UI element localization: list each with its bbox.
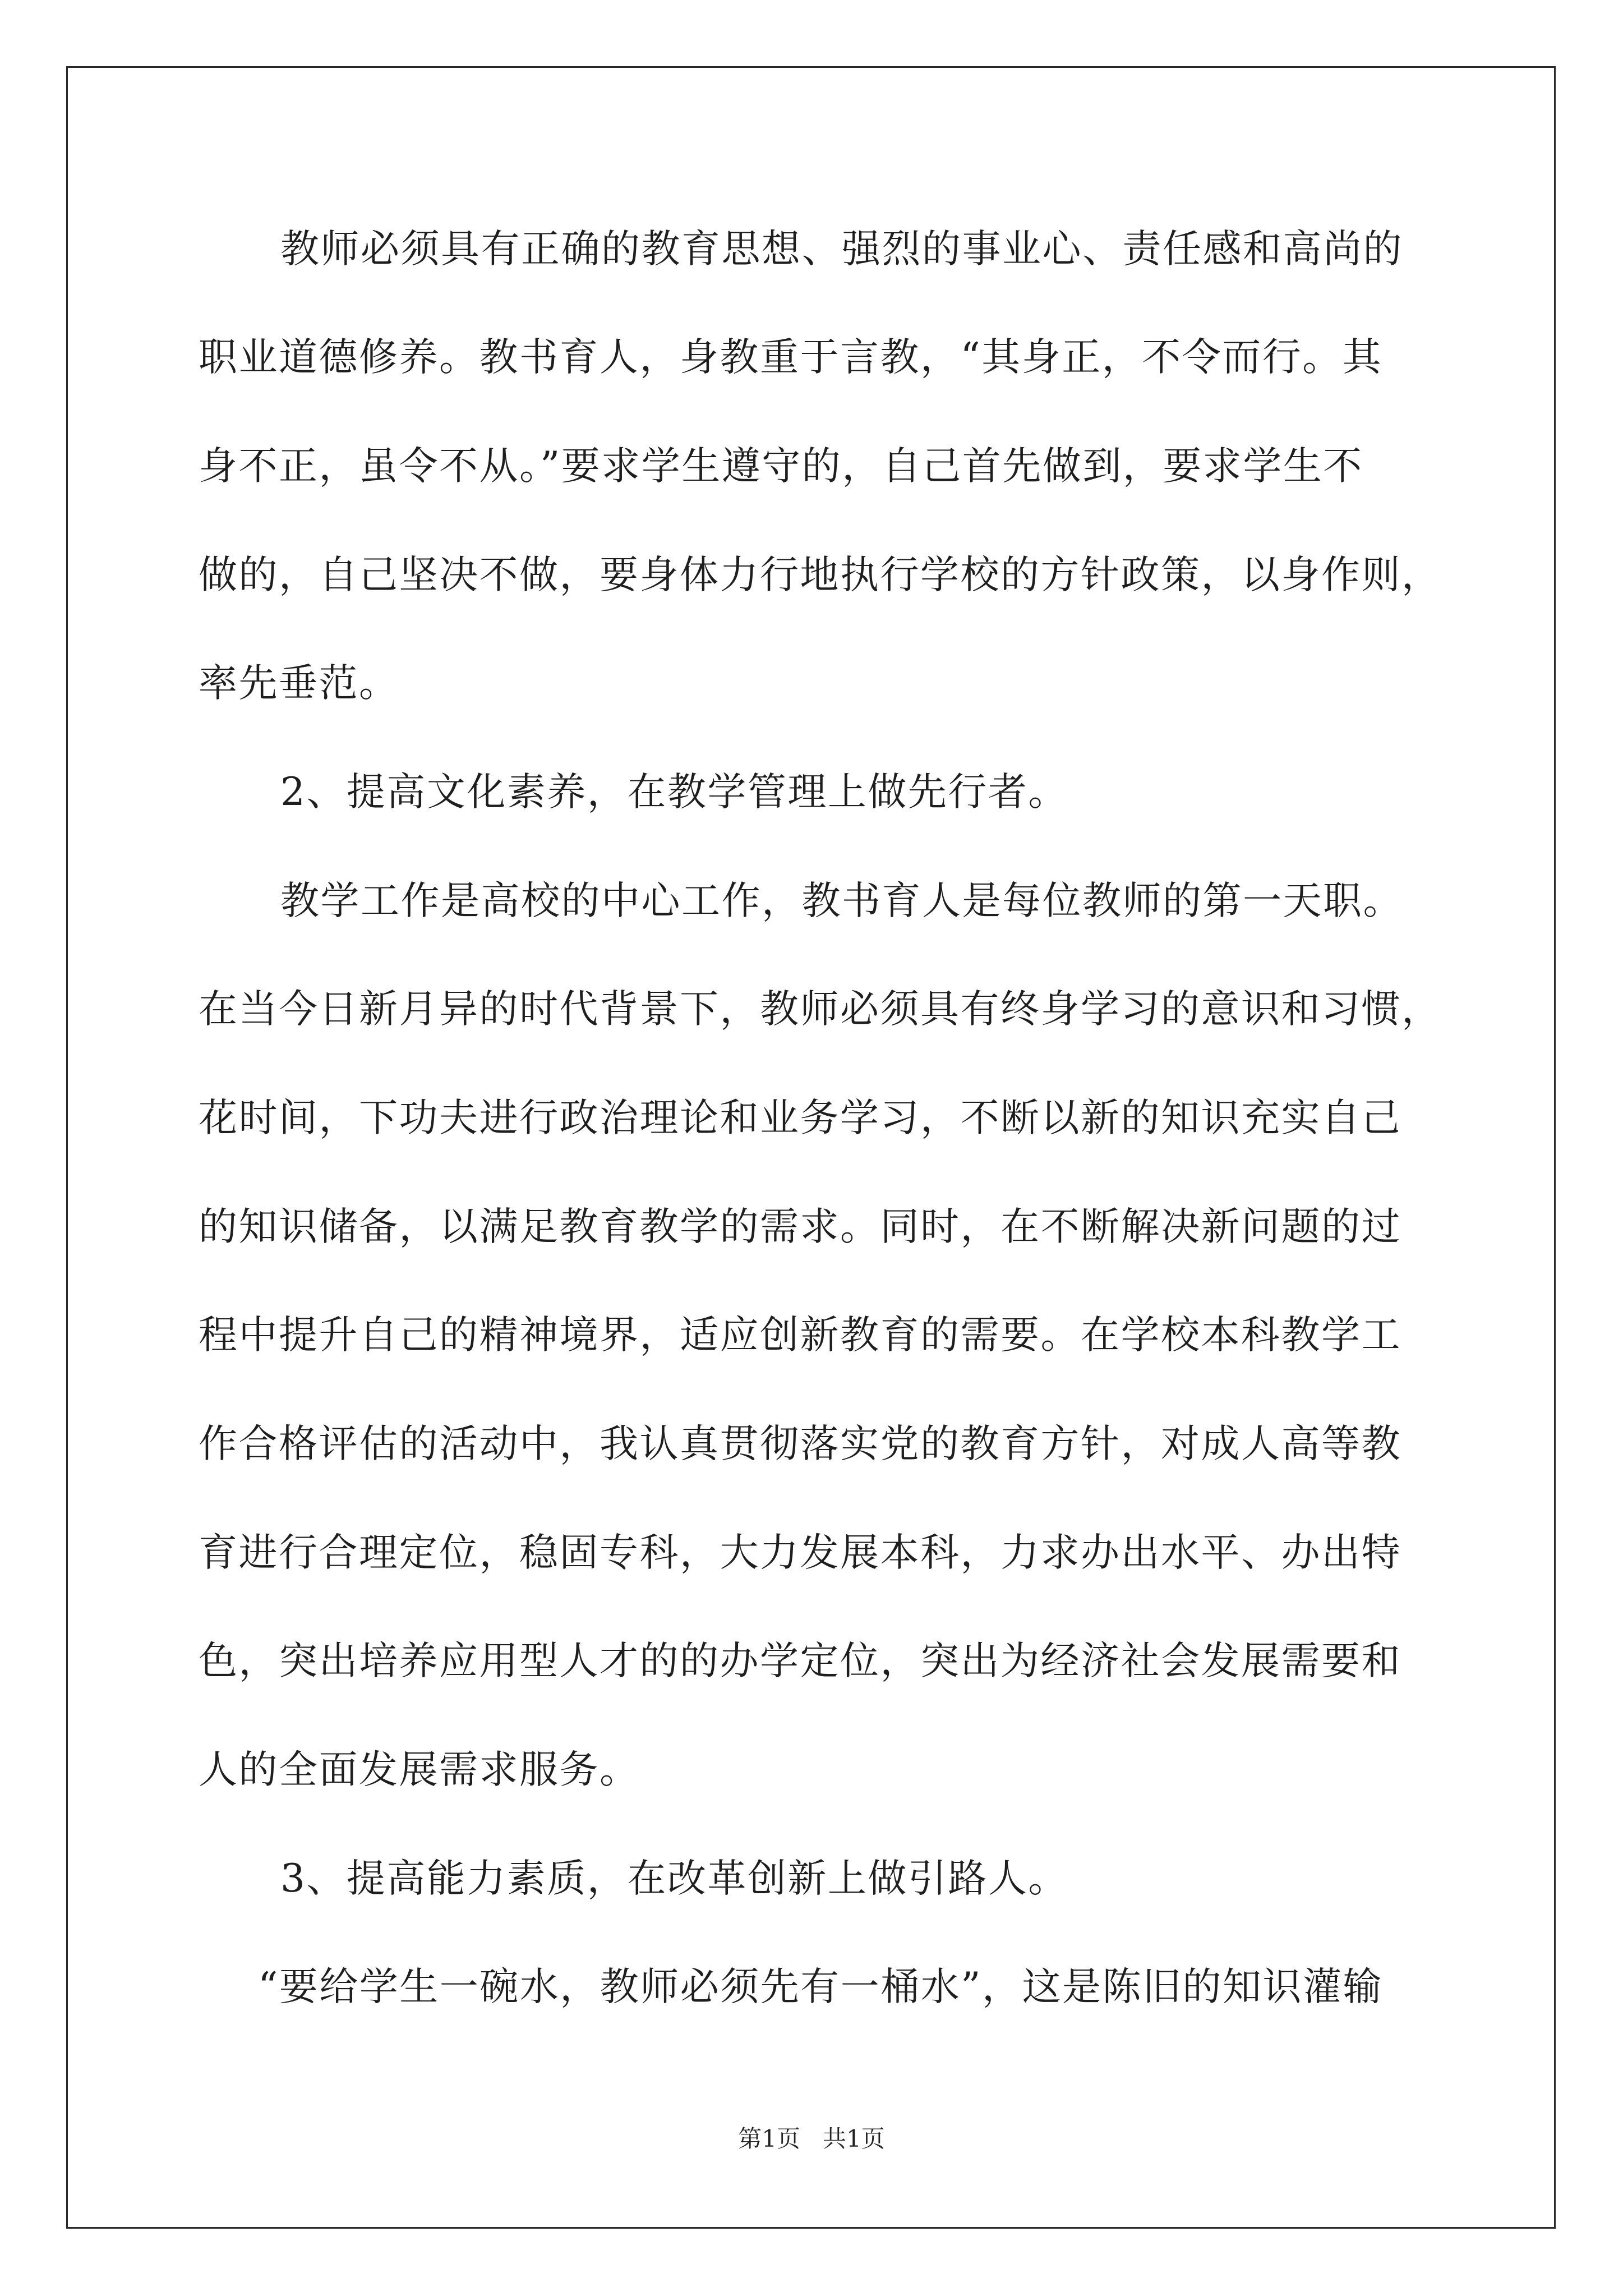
text-line: 身不正，虽令不从。”要求学生遵守的，自己首先做到，要求学生不 — [199, 444, 1363, 489]
text-line: 育进行合理定位，稳固专科，大力发展本科，力求办出水平、办出特 — [199, 1530, 1401, 1575]
section-heading: 2、提高文化素养，在教学管理上做先行者。 — [280, 770, 1068, 815]
text-line: 程中提升自己的精神境界，适应创新教育的需要。在学校本科教学工 — [199, 1313, 1401, 1358]
page-footer: 第1页 共1页 — [738, 2125, 885, 2152]
text-line: “要给学生一碗水，教师必须先有一桶水”，这是陈旧的知识灌输 — [258, 1964, 1384, 2009]
text-line: 在当今日新月异的时代背景下，教师必须具有终身学习的意识和习惯， — [199, 987, 1442, 1032]
text-line: 教师必须具有正确的教育思想、强烈的事业心、责任感和高尚的 — [280, 227, 1403, 272]
text-line: 做的，自己坚决不做，要身体力行地执行学校的方针政策，以身作则， — [199, 553, 1442, 597]
text-line: 色，突出培养应用型人才的的办学定位，突出为经济社会发展需要和 — [199, 1639, 1401, 1683]
text-line: 花时间，下功夫进行政治理论和业务学习，不断以新的知识充实自己 — [199, 1096, 1401, 1140]
text-line: 作合格评估的活动中，我认真贯彻落实党的教育方针，对成人高等教 — [199, 1421, 1401, 1466]
text-line: 率先垂范。 — [199, 661, 399, 706]
text-line: 人的全面发展需求服务。 — [199, 1747, 640, 1792]
text-line: 教学工作是高校的中心工作，教书育人是每位教师的第一天职。 — [280, 878, 1403, 923]
section-heading: 3、提高能力素质，在改革创新上做引路人。 — [280, 1856, 1068, 1901]
text-line: 的知识储备，以满足教育教学的需求。同时，在不断解决新问题的过 — [199, 1204, 1401, 1249]
page-border — [66, 66, 1556, 2229]
text-line: 职业道德修养。教书育人，身教重于言教，“其身正，不令而行。其 — [199, 335, 1383, 380]
